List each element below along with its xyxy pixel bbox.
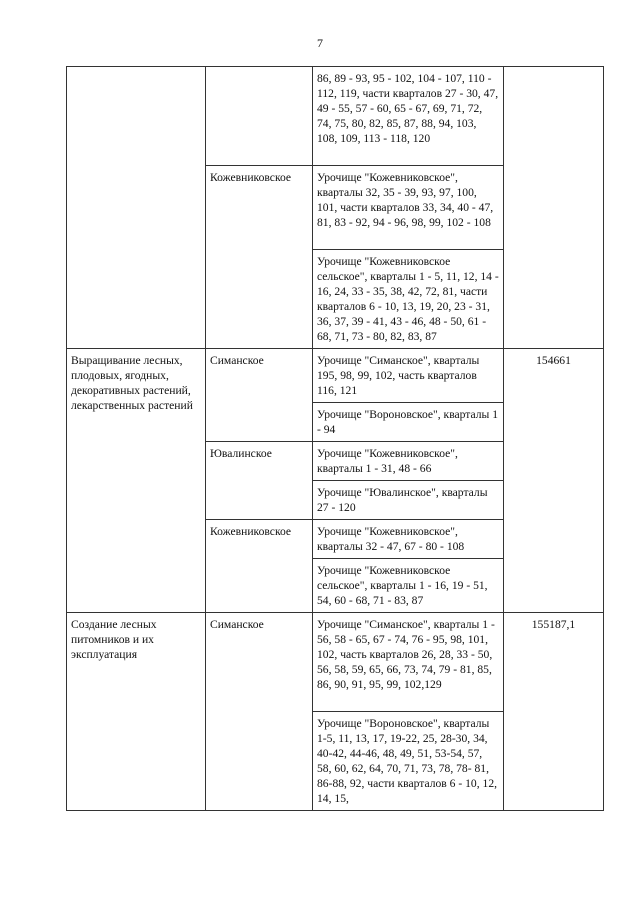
table-row: [67, 613, 604, 712]
location-cell: Урочище "Вороновское", кварталы 1-5, 11, 13, 17, 19-22, 25, 28-30, 34, 40-42, 44-46, 48, 49, 51, 53-54, 57, 58, 60, 62, 64, 70, 71, 73, 78, 78- 81, 86-88, 92, части кварталов 6 - 10, 12, 14, 15,: [313, 712, 504, 811]
table-row: [67, 67, 604, 166]
location-cell: Урочище "Кожевниковское", кварталы 32, 35 - 39, 93, 97, 100, 101, части кварталов 33, 34, 40 - 47, 81, 83 - 92, 94 - 96, 98, 99, 102 - 108: [313, 166, 504, 250]
activity-cell: [67, 67, 206, 349]
page-number: 7: [317, 36, 323, 50]
location-cell: Урочище "Вороновское", кварталы 1 - 94: [313, 403, 504, 442]
area-cell: 155187,1: [504, 613, 604, 811]
land-use-table: [66, 66, 604, 811]
table-row: [67, 349, 604, 403]
activity-cell: Создание лесных питомников и их эксплуатация: [67, 613, 206, 811]
forestry-cell: Симанское: [206, 349, 313, 442]
location-cell: Урочище "Симанское", кварталы 1 - 56, 58 - 65, 67 - 74, 76 - 95, 98, 101, 102, часть кварталов 26, 28, 33 - 50, 56, 58, 59, 65, 66, 73, 74, 79 - 81, 85, 86, 90, 91, 95, 99, 102,129: [313, 613, 504, 712]
location-cell: Урочище "Кожевниковское сельское", кварталы 1 - 16, 19 - 51, 54, 60 - 68, 71 - 83, 87: [313, 559, 504, 613]
forestry-cell: Кожевниковское: [206, 520, 313, 613]
location-cell: Урочище "Кожевниковское сельское", кварталы 1 - 5, 11, 12, 14 - 16, 24, 33 - 35, 38, 42, 72, 81, части кварталов 6 - 10, 13, 19, 20, 23 - 31, 36, 37, 39 - 41, 43 - 46, 48 - 50, 61 - 68, 71, 73 - 80, 82, 83, 87: [313, 250, 504, 349]
forestry-cell: [206, 67, 313, 166]
location-cell: Урочище "Кожевниковское", кварталы 1 - 31, 48 - 66: [313, 442, 504, 481]
location-cell: 86, 89 - 93, 95 - 102, 104 - 107, 110 - 112, 119, части кварталов 27 - 30, 47, 49 - 55, 57 - 60, 65 - 67, 69, 71, 72, 74, 75, 80, 82, 85, 87, 88, 94, 103, 108, 109, 113 - 118, 120: [313, 67, 504, 166]
forestry-cell: Ювалинское: [206, 442, 313, 520]
area-cell: [504, 67, 604, 349]
activity-cell: Выращивание лесных, плодовых, ягодных, декоративных растений, лекарственных растений: [67, 349, 206, 613]
location-cell: Урочище "Кожевниковское", кварталы 32 - 47, 67 - 80 - 108: [313, 520, 504, 559]
area-cell: 154661: [504, 349, 604, 613]
forestry-cell: Кожевниковское: [206, 166, 313, 349]
forestry-cell: Симанское: [206, 613, 313, 811]
location-cell: Урочище "Ювалинское", кварталы 27 - 120: [313, 481, 504, 520]
location-cell: Урочище "Симанское", кварталы 195, 98, 99, 102, часть кварталов 116, 121: [313, 349, 504, 403]
